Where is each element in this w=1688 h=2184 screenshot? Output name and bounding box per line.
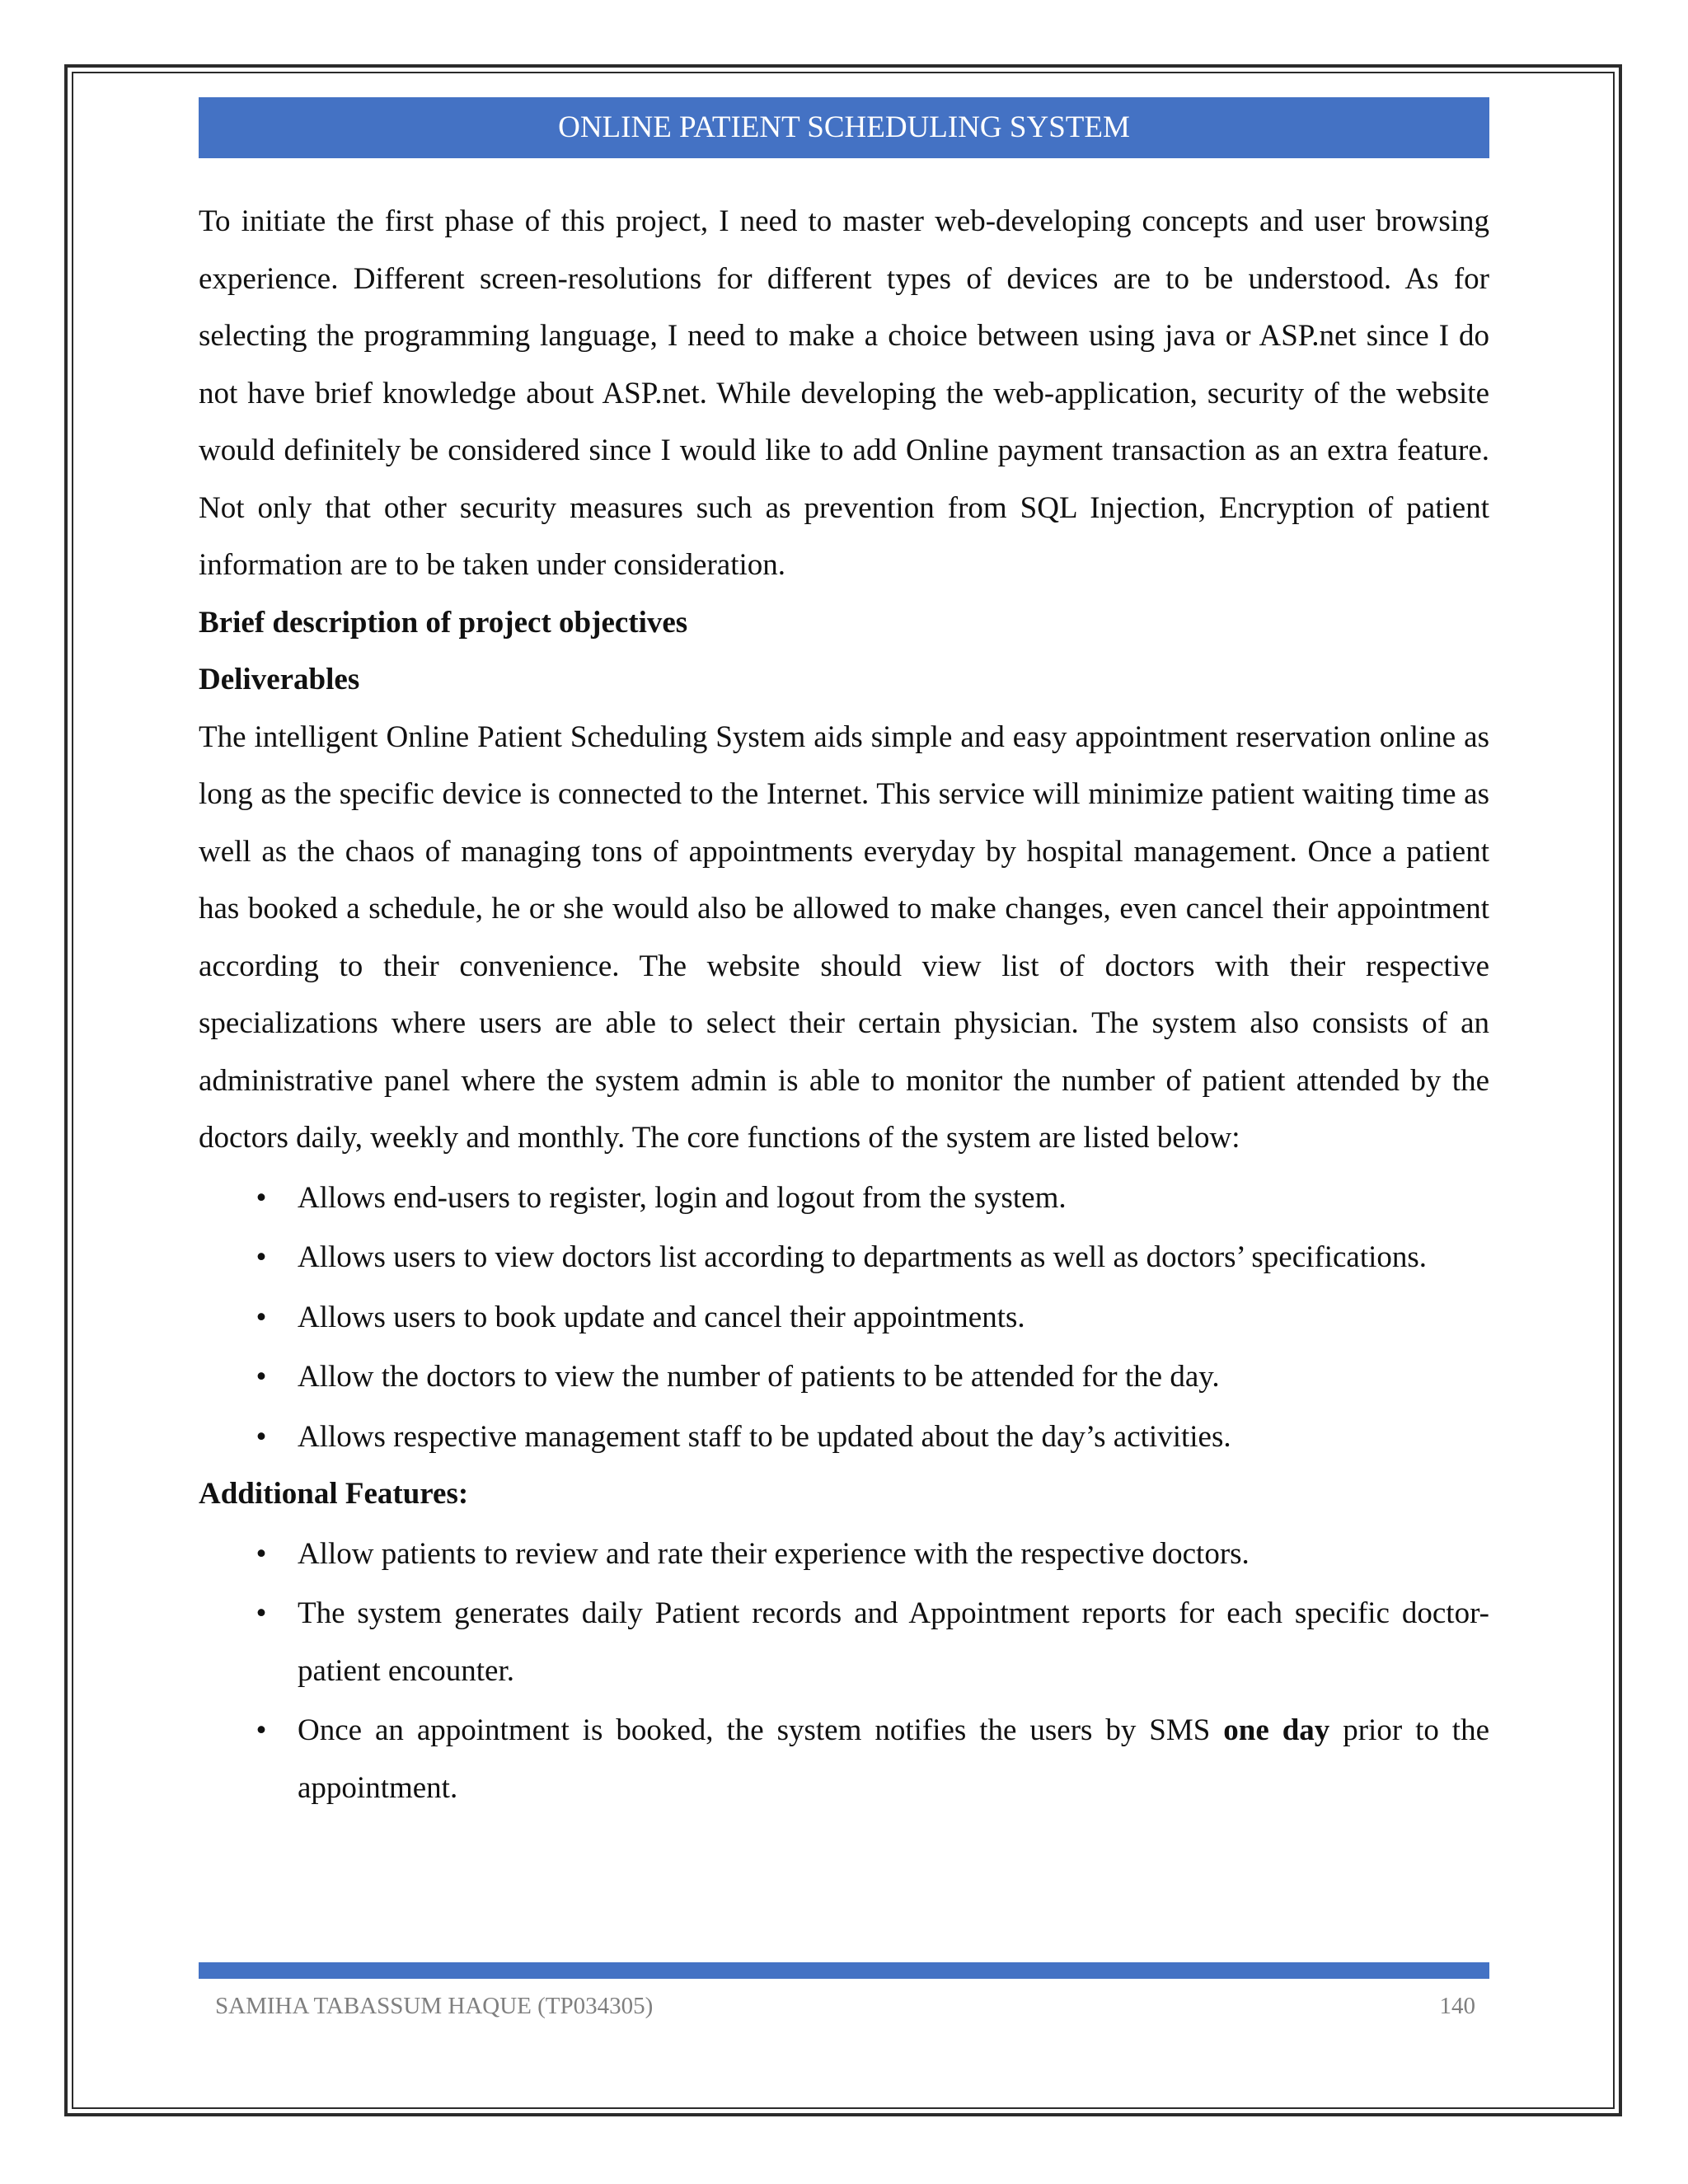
emphasis-one-day: one day: [1223, 1713, 1330, 1747]
list-item: • Allow patients to review and rate their experience with the respective doctors.: [199, 1526, 1489, 1583]
bullet-icon: •: [256, 1240, 267, 1274]
list-item: • Once an appointment is booked, the system notifies the users by SMS one day prior to the appointment.: [199, 1702, 1489, 1816]
deliverables-heading: Deliverables: [199, 663, 360, 696]
list-item: • Allows end-users to register, login and logout from the system.: [199, 1169, 1489, 1227]
list-item: • Allows users to book update and cancel their appointments.: [199, 1289, 1489, 1347]
intro-paragraph: To initiate the first phase of this project, I need to master web-developing concepts and user browsing experience. Different screen-resolutions for different types of devices are to be understood. As for selecting the programming language, I need to make a choice between using java or ASP.net since I do not have brief knowledge about ASP.net. While developing the web-application, security of the website would definitely be considered since I would like to add Online payment transaction as an extra feature. Not only that other security measures such as prevention from SQL Injection, Encryption of patient information are to be taken under consideration.: [199, 204, 1489, 582]
header-bar: [199, 97, 1489, 158]
bullet-icon: •: [256, 1713, 267, 1747]
bullet-icon: •: [256, 1180, 267, 1215]
core-functions-list: [199, 1169, 1489, 1466]
footer-author: SAMIHA TABASSUM HAQUE (TP034305): [215, 1993, 654, 2019]
page-number: 140: [1439, 1993, 1475, 2019]
bullet-icon: •: [256, 1596, 267, 1630]
list-item: • Allows users to view doctors list according to departments as well as doctors’ specifications.: [199, 1229, 1489, 1286]
list-item: • Allows respective management staff to be updated about the day’s activities.: [199, 1408, 1489, 1466]
list-item: • The system generates daily Patient records and Appointment reports for each specific doctor-patient encounter.: [199, 1585, 1489, 1699]
list-item: • Allow the doctors to view the number of patients to be attended for the day.: [199, 1348, 1489, 1406]
bullet-icon: •: [256, 1300, 267, 1334]
bullet-icon: •: [256, 1360, 267, 1394]
header-title: ONLINE PATIENT SCHEDULING SYSTEM: [558, 110, 1130, 144]
additional-features-list: [199, 1526, 1489, 1817]
document-body: [199, 193, 1489, 1816]
bullet-icon: •: [256, 1536, 267, 1571]
additional-features-heading: Additional Features:: [199, 1477, 469, 1511]
deliverables-paragraph: The intelligent Online Patient Scheduling System aids simple and easy appointment reservation online as long as the specific device is connected to the Internet. This service will minimize patient waiting time as well as the chaos of managing tons of appointments everyday by hospital management. Once a patient has booked a schedule, he or she would also be allowed to make changes, even cancel their appointment according to their convenience. The website should view list of doctors with their respective specializations where users are able to select their certain physician. The system also consists of an administrative panel where the system admin is able to monitor the number of patient attended by the doctors daily, weekly and monthly. The core functions of the system are listed below:: [199, 719, 1489, 1155]
footer-bar: [199, 1962, 1489, 1979]
objectives-heading: Brief description of project objectives: [199, 605, 688, 640]
bullet-icon: •: [256, 1419, 267, 1454]
